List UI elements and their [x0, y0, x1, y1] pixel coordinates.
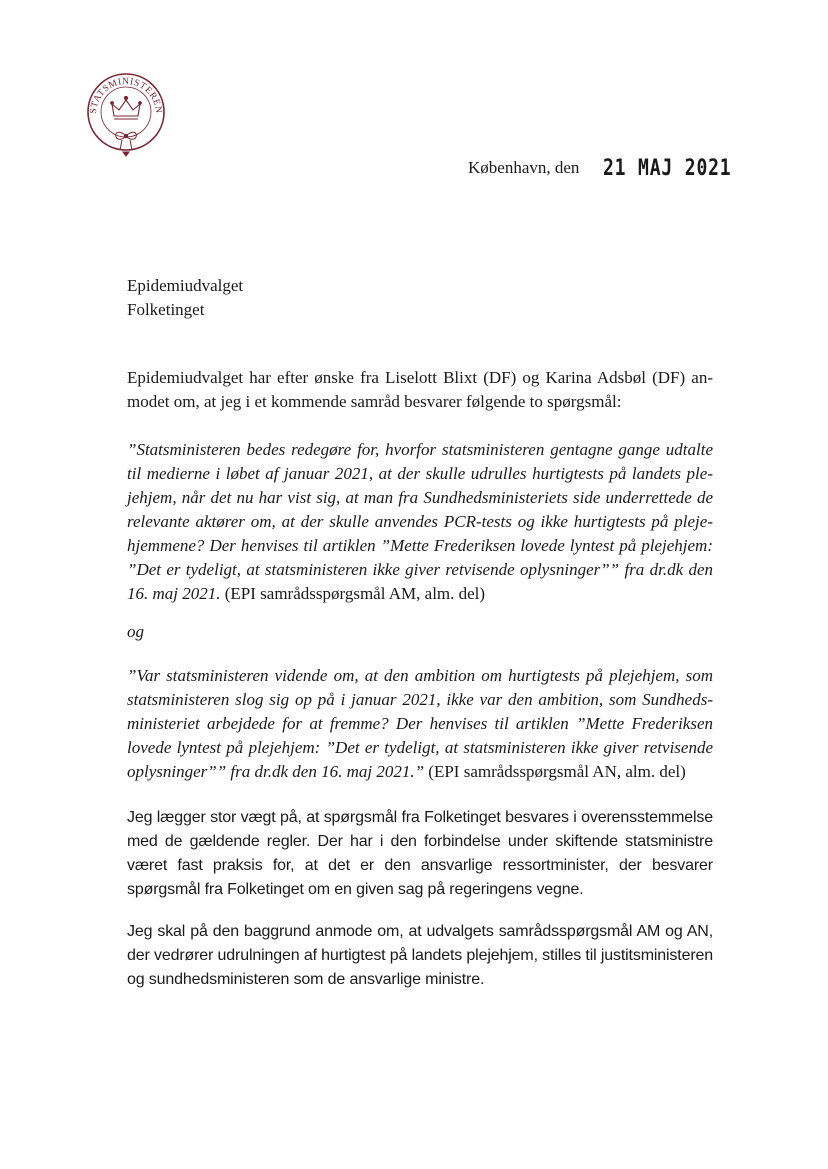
question-2-reference: (EPI samrådsspørgsmål AN, alm. del) [428, 762, 686, 781]
question-2 [127, 664, 713, 784]
question-1 [127, 438, 713, 606]
question-2-text: ”Var statsministeren vidende om, at den ambition om hurtigtests på plejehjem, som statsministeren slog sig op på i januar 2021, ikke var den ambition, som Sundhedsministeriet arbejdede for at fremme? Der henvises til artiklen ”Mette Frederiksen lovede lyntest på plejehjem: ”Det er tydeligt, at statsministeren ikke giver retvisende oplysninger”” fra dr.dk den 16. maj 2021.” [127, 666, 713, 781]
question-1-text: ”Statsministeren bedes redegøre for, hvorfor statsministeren gentagne gange udtalte til medierne i løbet af januar 2021, at der skulle udrulles hurtigtests på landets plejehjem, når det nu har vist sig, at man fra Sundhedsministeriets side underrettede de relevante aktører om, at der skulle anvendes PCR-tests og ikke hurtigtests på plejehjemmene? Der henvises til artiklen ”Mette Frederiksen lovede lyntest på plejehjem: ”Det er tydeligt, at statsministeren ikke giver retvisende oplysninger”” fra dr.dk den 16. maj 2021. [127, 440, 713, 603]
svg-text:STATSMINISTEREN: STATSMINISTEREN [88, 76, 164, 115]
body-paragraph-1: Jeg lægger stor vægt på, at spørgsmål fra Folketinget besvares i overensstemmelse med de gældende regler. Der har i den forbindelse under skiftende statsministre været fast praksis for, at det er den ansvarlige ressortminister, der besvarer spørgsmål fra Folketinget om en given sag på regeringens vegne. [127, 809, 713, 898]
date-stamp: 21 MAJ 2021 [603, 156, 732, 181]
place-prefix: København, den [468, 158, 580, 177]
question-1-reference: (EPI samrådsspørgsmål AM, alm. del) [224, 584, 486, 603]
recipient-line-committee: Epidemiudvalget [127, 276, 244, 295]
body-paragraph-2: Jeg skal på den baggrund anmode om, at udvalgets samrådsspørgsmål AM og AN, der vedrører udrulningen af hurtigtest på landets plejehjem, stilles til justitsministeren og sundhedsministeren som de ansvarlige ministre. [127, 923, 713, 988]
dateline [468, 156, 760, 181]
recipient-line-parliament: Folketinget [127, 300, 205, 319]
recipient-address [127, 274, 243, 322]
conjunction-og: og [127, 622, 144, 641]
crown-icon [111, 96, 142, 119]
statsministeren-seal [84, 70, 168, 160]
intro-paragraph: Epidemiudvalget har efter ønske fra Liselott Blixt (DF) og Karina Adsbøl (DF) anmodet om, at jeg i et kommende samråd besvarer følgende to spørgsmål: [127, 368, 713, 411]
